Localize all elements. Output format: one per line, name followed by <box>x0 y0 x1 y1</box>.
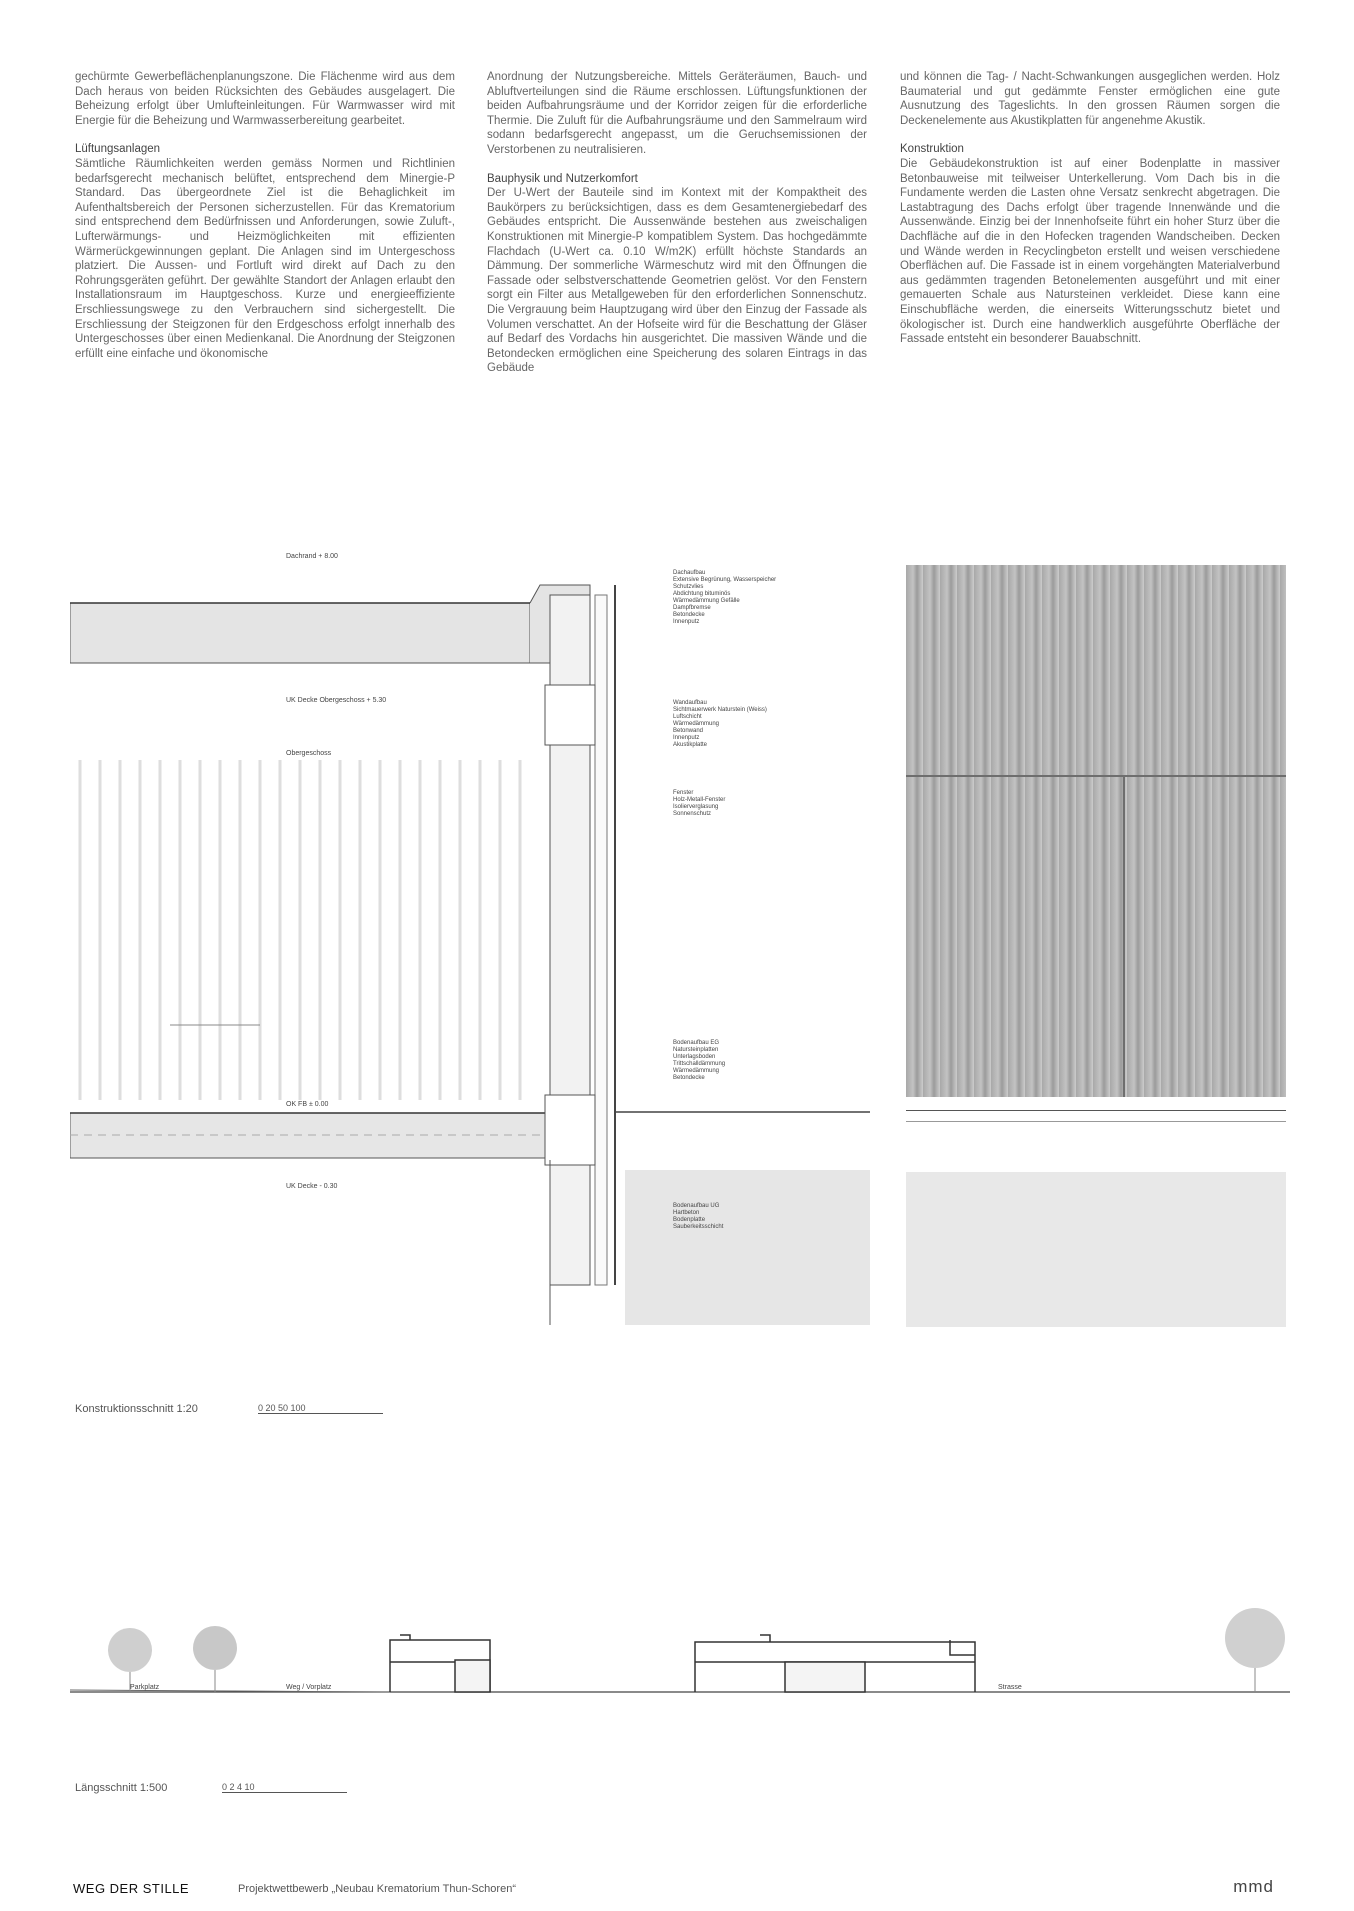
note-line: Isolierverglasung <box>673 804 719 810</box>
note-line: Betonwand <box>673 728 704 734</box>
caption-section-detail: Konstruktionsschnitt 1:20 <box>75 1403 198 1415</box>
buildup-note-window <box>673 790 873 818</box>
office-logo: mmd <box>1233 1877 1274 1896</box>
paragraph-text: Sämtliche Räumlichkeiten werden gemäss Normen und Richtlinien bedarfsgerecht mechanisch belüftet, entsprechend dem Minergie-P Standard. Das übergeordnete Ziel ist die Behaglichkeit im Aufenthaltsbereich der Personen sicherzustellen. Für das Krematorium sind entsprechend dem Bedürfnissen und Anforderungen, sowie Zuluft-, Lufterwärmungs- und Heizmöglichkeiten mit effizienten Wärmerückgewinnungen geplant. Die Anlagen sind im Untergeschoss platziert. Die Aussen- und Fortluft wird direkt auf Dach zu den Rohrungsgeräten geführt. Der gewählte Standort der Anlagen erlaubt den Installationsraum im Hauptgeschoss. Kurze und energieeffiziente Erschliessungswege zu den Verbrauchern sind sichergestellt. Die Erschliessung der Steigzonen für den Erdgeschoss erfolgt innerhalb des Untergeschosses über einen Medienkanal. Die Anordnung der Steigzonen erfüllt eine einfache und ökonomische <box>75 157 455 360</box>
building-right <box>695 1635 975 1692</box>
note-line: Hartbeton <box>673 1210 700 1216</box>
scale-bar-elevation: 0 2 4 10 <box>222 1782 347 1793</box>
curtain-lines <box>80 760 520 1100</box>
stone-facade-texture <box>906 565 1286 1097</box>
paragraph-heading: Lüftungsanlagen <box>75 143 161 156</box>
caption-elevation: Längsschnitt 1:500 <box>75 1782 168 1794</box>
note-line: Bodenplatte <box>673 1217 706 1223</box>
note-line: Sonnenschutz <box>673 811 712 817</box>
note-title: Bodenaufbau EG <box>673 1040 720 1046</box>
note-line: Wärmedämmung <box>673 721 720 727</box>
facade-base-line <box>906 1110 1286 1122</box>
paragraph-text: Der U-Wert der Bauteile sind im Kontext mit der Kompaktheit des Baukörpers zu berücksichtigen, dass es dem Gesamtenergiebedarf des Gebäudes entspricht. Die Aussenwände bestehen aus zweischaligen Konstruktionen mit Minergie-P kompatiblem System. Das hochgedämmte Flachdach (U-Wert ca. 0.10 W/m2K) erfüllt höchste Standards an Dämmung. Der sommerliche Wärmeschutz wird mit den Öffnungen die Fassade oder selbstverschattende Geometrien gelöst. Vor den Fenstern sorgt ein Filter aus Metallgeweben für den erforderlichen Sonnenschutz. Die Vergrauung beim Hauptzugang wird über den Einzug der Fassade als Volumen verschattet. An der Hofseite wird für die Beschattung der Gläser auf Bedarf des Vordachs hin ausgerichtet. Die massiven Wände und die Betondecken ermöglichen eine Speicherung des solaren Eintrags in das Gebäude <box>487 187 867 375</box>
wall-insulation <box>595 595 607 1285</box>
paragraph-heading: Bauphysik und Nutzerkomfort <box>487 172 638 185</box>
facade-ground-panel <box>906 1172 1286 1327</box>
elevation-label-right: Strasse <box>998 1684 1022 1691</box>
note-line: Sauberkeitsschicht <box>673 1224 724 1230</box>
note-line: Unterlagsboden <box>673 1054 716 1060</box>
paragraph-heading: Konstruktion <box>900 143 964 156</box>
note-line: Innenputz <box>673 735 700 741</box>
text-column-2 <box>487 70 867 390</box>
label-floor-level-1: OK FB ± 0.00 <box>286 1101 329 1108</box>
text-column-3 <box>900 70 1280 361</box>
project-title: WEG DER STILLE <box>73 1881 190 1896</box>
note-line: Natursteinplatten <box>673 1047 719 1053</box>
note-line: Wärmedämmung <box>673 1068 720 1074</box>
buildup-note-roof <box>673 570 873 626</box>
note-line: Innenputz <box>673 619 700 625</box>
elevation-label-left: Parkplatz <box>130 1684 160 1691</box>
paragraph: gechürmte Gewerbeflächenplanungszone. Die Flächenme wird aus dem Dach heraus von beiden Rücksichten des Gebäudes ausgelagert. Die Beheizung erfolgt über Umlufteinleitungen. Für Warmwasser wird mit Energie für die Beheizung und Warmwasserbereitung gearbeitet. <box>75 71 455 127</box>
paragraph <box>487 172 867 376</box>
paragraph: und können die Tag- / Nacht-Schwankungen ausgeglichen werden. Holz Baumaterial und gut gedämmte Fenster ermöglichen eine gute Ausnutzung des Tageslichts. In den grossen Räumen sorgen die Deckenelemente aus Akustikplatten für angenehme Akustik. <box>900 71 1280 127</box>
text-column-1 <box>75 70 455 375</box>
paragraph: Anordnung der Nutzungsbereiche. Mittels Geräteräumen, Bauch- und Abluftverteilungen sind die Räume erschlossen. Lüftungsfunktionen der beiden Aufbahrungsräume und der Korridor zeigen für die erforderliche Thermie. Die Zuluft für die Aufbahrungsräume und den Sammelraum wird sodann bedarfsgerecht angepasst, um die Geruchsemissionen der Verstorbenen zu neutralisieren. <box>487 71 867 156</box>
paragraph <box>75 142 455 361</box>
paragraph <box>900 142 1280 346</box>
longitudinal-section-drawing <box>70 1600 1290 1720</box>
tree <box>193 1626 237 1670</box>
note-line: Betondecke <box>673 612 705 618</box>
note-line: Dampfbremse <box>673 605 711 611</box>
paragraph-text: Die Gebäudekonstruktion ist auf einer Bodenplatte in massiver Betonbauweise mit teilweiser Unterkellerung. Vom Dach bis in die Fundamente werden die Lasten ohne Versatz senkrecht abgetragen. Die Lastabtragung des Dachs erfolgt über tragende Innenwände und die Aussenwände. Einzig bei der Innenhofseite führt ein hoher Sturz über die Dachfläche auf die in den Hofecken tragenden Wandscheiben. Decken und Wände werden in Recyclingbeton erstellt und weisen verschiedene Oberflächen auf. Die Fassade ist in einem vorgehängten Materialverbund aus gedämmten tragenden Betonelementen ausgeführt und mit einer gemauerten Schale aus Natursteinen verkleidet. Diese kann eine Einschubfläche werden, die einerseits Witterungsschutz bietet und ökologischer ist. Durch eine handwerklich ausgeführte Oberfläche der Fassade entsteht ein besonderer Bauabschnitt. <box>900 157 1280 346</box>
facade-joint-h <box>906 775 1286 777</box>
note-line: Trittschalldämmung <box>673 1061 726 1067</box>
building-left <box>390 1635 490 1692</box>
elevation-label-mid: Weg / Vorplatz <box>286 1684 332 1691</box>
tree <box>108 1628 152 1672</box>
label-room: Obergeschoss <box>286 750 332 757</box>
label-roof-level: Dachrand + 8.00 <box>286 553 338 560</box>
note-title: Fenster <box>673 790 694 796</box>
scale-bar-section-detail: 0 20 50 100 <box>258 1403 383 1414</box>
tree <box>1225 1608 1285 1668</box>
note-line: Luftschicht <box>673 714 702 720</box>
buildup-note-basement <box>673 1203 873 1231</box>
note-line: Schutzvlies <box>673 584 704 590</box>
note-line: Wärmedämmung Gefälle <box>673 598 740 604</box>
note-line: Betondecke <box>673 1075 705 1081</box>
basement-ground <box>625 1170 870 1325</box>
facade-joint-v <box>1123 777 1125 1097</box>
project-subtitle: Projektwettbewerb „Neubau Krematorium Thun-Schoren“ <box>238 1883 516 1895</box>
note-line: Sichtmauerwerk Naturstein (Weiss) <box>673 707 767 713</box>
note-line: Abdichtung bituminös <box>673 591 731 597</box>
buildup-note-wall <box>673 700 873 749</box>
roof-slab <box>70 603 530 663</box>
note-title: Dachaufbau <box>673 570 706 576</box>
note-line: Extensive Begrünung, Wasserspeicher <box>673 577 777 583</box>
label-floor-level-2: UK Decke - 0.30 <box>286 1183 338 1190</box>
note-line: Akustikplatte <box>673 742 708 748</box>
note-title: Wandaufbau <box>673 700 707 706</box>
window-frame <box>545 685 595 745</box>
note-line: Holz-Metall-Fenster <box>673 797 726 803</box>
buildup-note-floor <box>673 1040 873 1082</box>
note-title: Bodenaufbau UG <box>673 1203 720 1209</box>
label-ceiling-level: UK Decke Obergeschoss + 5.30 <box>286 697 387 704</box>
